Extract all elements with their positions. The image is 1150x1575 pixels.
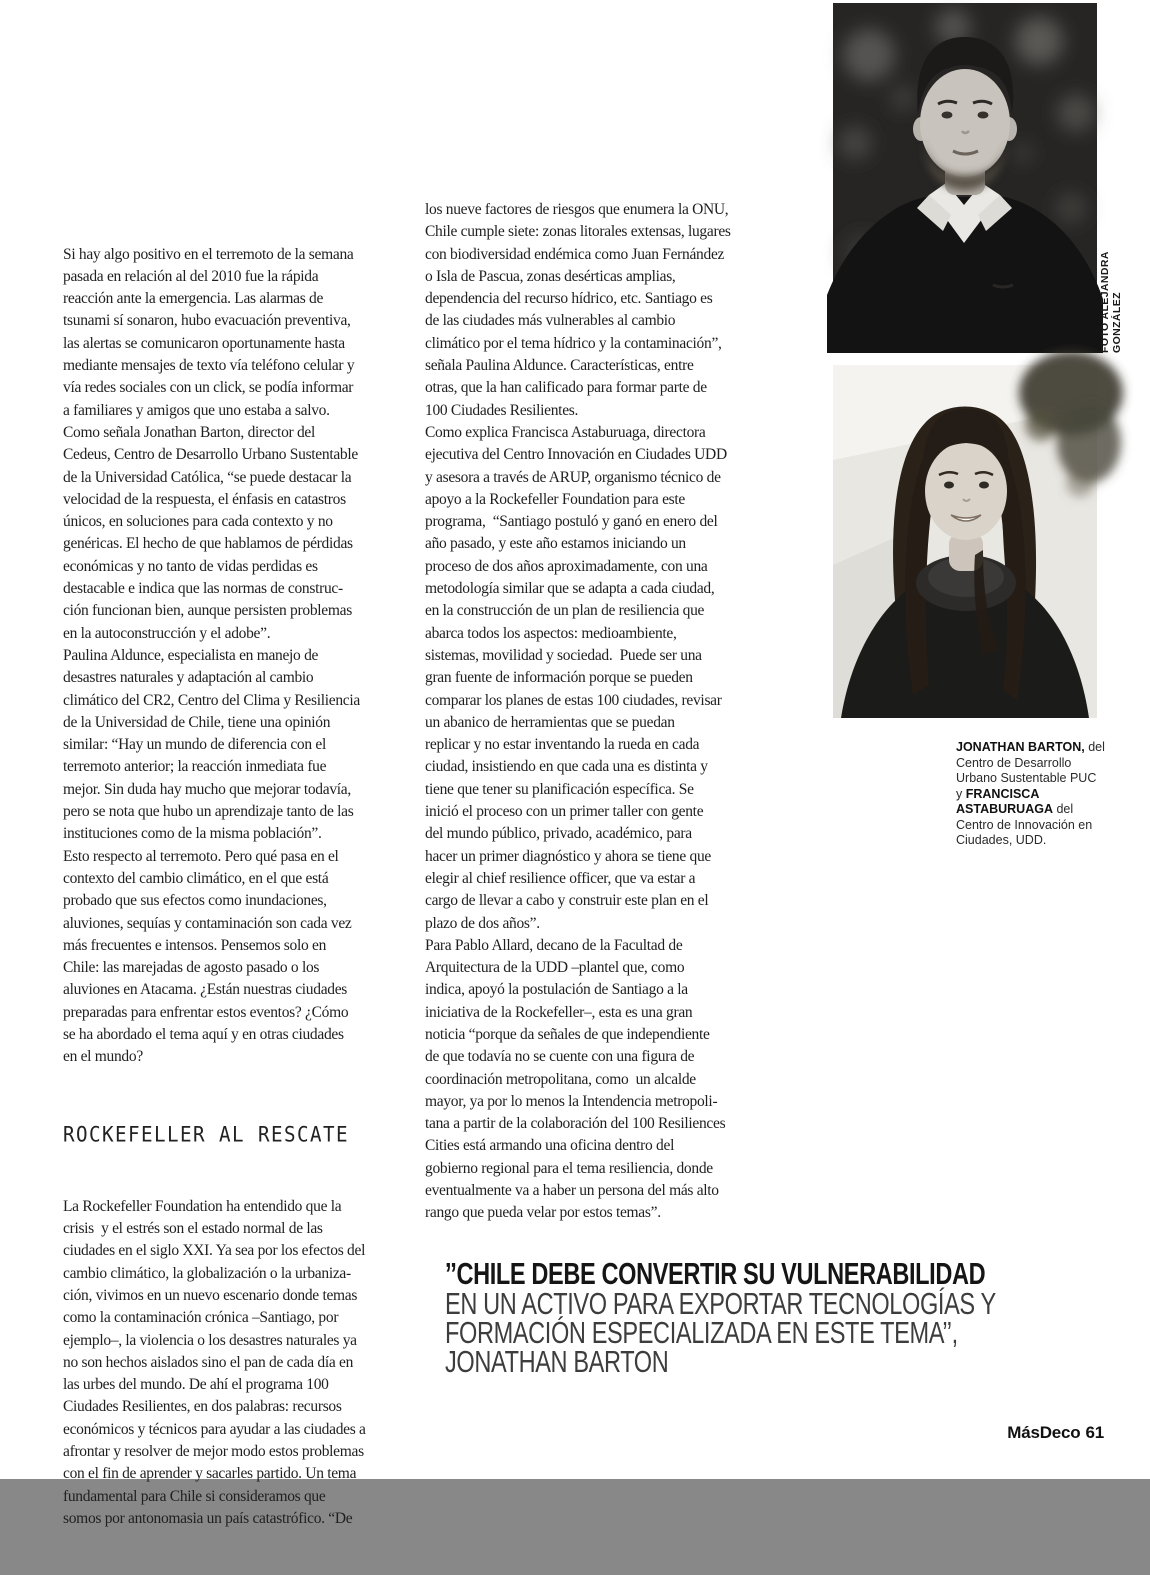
article-column-2: los nueve factores de riesgos que enumera la ONU, Chile cumple siete: zonas litorales extensas, lugares con biodiversidad endémica como Juan Fernández o Isla de Pascua, zonas desérticas amplias, dependencia del recurso hídrico, etc. Santiago es de las ciudades más vulnerables al cambio climático por el tema hídrico y la contaminación”, señala Paulina Aldunce. Características, entre otras, que la han calificado para formar parte de 100 Ciudades Resilientes. Como explica Francisca Astaburuaga, directora ejecutiva del Centro Innovación en Ciudades UDD y asesora a través de ARUP, organismo técnico de apoyo a la Rockefeller Foundation para este programa, “Santiago postuló y ganó en enero del año pasado, y este año estamos iniciando un proceso de dos años aproximadamente, con una metodología similar que se adapta a cada ciudad, en la construcción de un plan de resiliencia que abarca todos los aspectos: medioambiente, sistemas, movilidad y sociedad. Puede ser una gran fuente de información porque se pueden comparar los planes de estas 100 ciudades, revisar un abanico de herramientas que se puedan replicar y no estar inventando la rueda en cada ciudad, insistiendo en que cada una es distinta y tiene que tener su planificación específica. Se inició el proceso con un primer taller con gente del mundo público, privado, académico, para hacer un primer diagnóstico y ahora se tiene que elegir al chief resilience officer, que va estar a cargo de llevar a cabo y construir este plan en el plazo de dos años”. Para Pablo Allard, decano de la Facultad de Arquitectura de la UDD –plantel que, como indica, apoyó la postulación de Santiago a la iniciativa de la Rockefeller–, esta es una gran noticia “porque da señales de que independiente de que todavía no se cuente con una figura de coordinación metropolitana, como un alcalde mayor, ya por lo menos la Intendencia metropoli- tana a partir de la colaboración del 100 Resiliences Cities está armando una oficina dentro del gobierno regional para el tema resiliencia, donde eventualmente va a haber un persona del más alto rango que pueda velar por estos temas”. [425, 201, 731, 1222]
portrait-jonathan-barton-illustration [833, 3, 1097, 353]
page-footer [1007, 1423, 1104, 1443]
pull-quote-light-lines: EN UN ACTIVO PARA EXPORTAR TECNOLOGÍAS Y FORMACIÓN ESPECIALIZADA EN ESTE TEMA’’, JONATHAN BARTON [445, 1286, 996, 1379]
page-number: 61 [1085, 1423, 1104, 1442]
caption-name-francisca-astaburuaga: FRANCISCA ASTABURUAGA [956, 786, 1053, 816]
section-heading: ROCKEFELLER AL RESCATE [63, 1121, 349, 1148]
pull-quote-bold-line: ’’CHILE DEBE CONVERTIR SU VULNERABILIDAD [445, 1256, 986, 1291]
article-column-1 [63, 199, 399, 1575]
photo-credit: FOTO ALEJANDRA GONZÁLEZ [1099, 251, 1123, 353]
caption-text-1: del Centro de Desarrollo Urbano Sustentable PUC y [956, 740, 1105, 801]
column1-paragraphs-continued: La Rockefeller Foundation ha entendido que la crisis y el estrés son el estado normal de las ciudades en el siglo XXI. Ya sea por los efectos del cambio climático, la globalización o la urbaniza- ción, vivimos en un nuevo escenario donde temas como la contaminación crónica –Santiago, por ejemplo–, la violencia o los desastres naturales ya no son hechos aislados sino el pan de cada día en las urbes del mundo. De ahí el programa 100 Ciudades Resilientes, en dos palabras: recursos económicos y técnicos para ayudar a las ciudades a afrontar y resolver de mejor modo estos problemas con el fin de aprender y sacarles partido. Un tema fundamental para Chile si consideramos que somos por antonomasia un país catastrófico. “De [63, 1197, 366, 1527]
portrait-photo-francisca-astaburuaga [833, 365, 1097, 718]
photo-caption [956, 740, 1106, 849]
magazine-brand: MásDeco [1007, 1423, 1081, 1442]
portrait-photo-jonathan-barton [833, 3, 1097, 353]
caption-name-jonathan-barton: JONATHAN BARTON, [956, 740, 1085, 754]
pull-quote [445, 1256, 1023, 1379]
portrait-francisca-astaburuaga-illustration [833, 365, 1097, 718]
caption-text-2: del Centro de Innovación en Ciudades, UDD. [956, 802, 1093, 847]
column1-paragraphs: Si hay algo positivo en el terremoto de la semana pasada en relación al del 2010 fue la rápida reacción ante la emergencia. Las alarmas de tsunami sí sonaron, hubo evacuación preventiva, las alertas se comunicaron oportunamente hasta mediante mensajes de texto vía teléfono celular y vía redes sociales con un click, se podía informar a familiares y amigos que uno estaba a salvo. Como señala Jonathan Barton, director del Cedeus, Centro de Desarrollo Urbano Sustentable de la Universidad Católica, “se puede destacar la velocidad de la respuesta, el énfasis en catastros únicos, en soluciones para cada contexto y no genéricas. El hecho de que hablamos de pérdidas económicas y no tanto de vidas perdidas es destacable e indica que las normas de construc- ción funcionan bien, aunque persisten problemas en la autoconstrucción y el adobe”. Paulina Aldunce, especialista en manejo de desastres naturales y adaptación al cambio climático del CR2, Centro del Clima y Resiliencia de la Universidad de Chile, tiene una opinión similar: “Hay un mundo de diferencia con el terremoto anterior; la reacción inmediata fue mejor. Sin duda hay mucho que mejorar todavía, pero se nota que hubo un aprendizaje tanto de las instituciones como de la misma población”. Esto respecto al terremoto. Pero qué pasa en el contexto del cambio climático, en el que está probado que sus efectos como inundaciones, aluviones, sequías y contaminación son cada vez más frecuentes e intensos. Pensemos solo en Chile: las marejadas de agosto pasado o los aluviones en Atacama. ¿Están nuestras ciudades preparadas para enfrentar estos eventos? ¿Cómo se ha abordado el tema aquí y en otras ciudades en el mundo? [63, 245, 360, 1066]
